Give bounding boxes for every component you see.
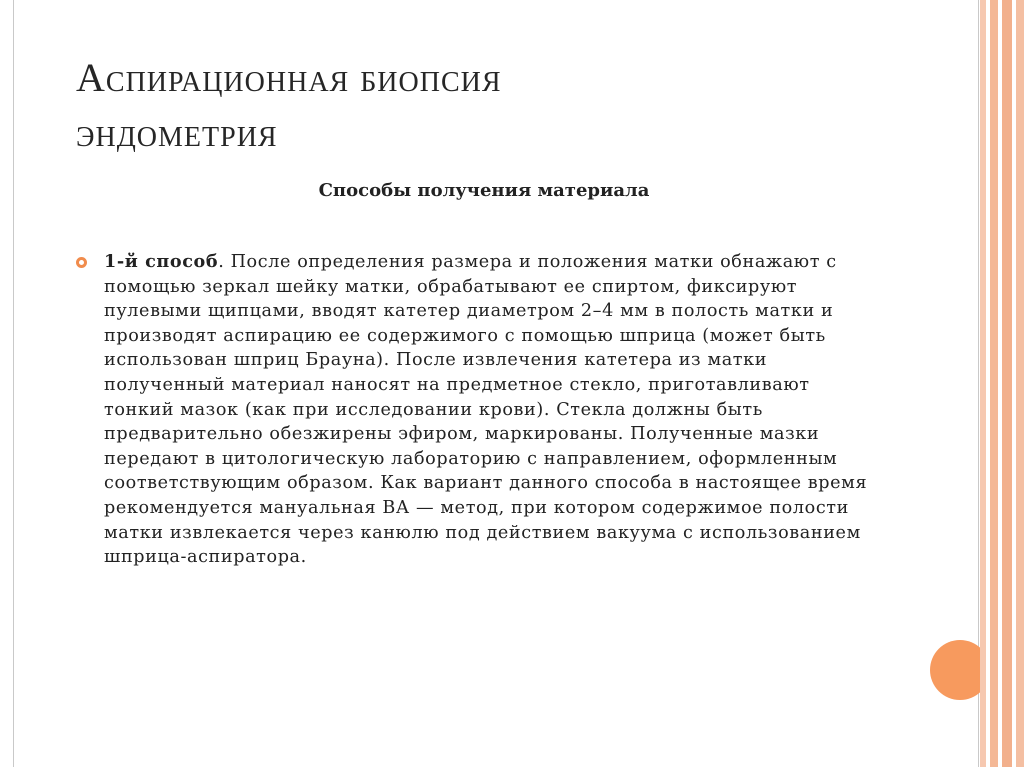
bullet-lead: 1-й способ (104, 251, 219, 272)
title-line-1: Аспирационная биопсия (76, 55, 502, 100)
stripe (990, 0, 998, 767)
slide-frame (13, 0, 979, 767)
decorative-side-stripes (980, 0, 1024, 767)
stripe (1002, 0, 1012, 767)
title-line-2: эндометрия (76, 110, 278, 155)
bullet-text (104, 250, 884, 570)
ring-bullet-icon (76, 257, 87, 268)
slide-title (76, 50, 836, 160)
slide-subtitle: Способы получения материала (318, 180, 650, 201)
bullet-item (76, 250, 876, 570)
stripe (1016, 0, 1024, 767)
bullet-body: . После определения размера и положения матки обнажают с помощью зеркал шейку матки, обрабатывают ее спиртом, фиксируют пулевыми щипцами, вводят катетер диаметром 2–4 мм в полость матки и производят аспирацию ее содержимого с помощью шприца (может быть использован шприц Брауна). После извлечения катетера из матки полученный материал наносят на предметное стекло, приготавливают тонкий мазок (как при исследовании крови). Стекла должны быть предварительно обезжирены эфиром, маркированы. Полученные мазки передают в цитологическую лабораторию с направлением, оформленным соответствующим образом. Как вариант данного способа в настоящее время рекомендуется мануальная ВА — метод, при котором содержимое полости матки извлекается через канюлю под действием вакуума с использованием шприца-аспиратора. (104, 252, 868, 568)
